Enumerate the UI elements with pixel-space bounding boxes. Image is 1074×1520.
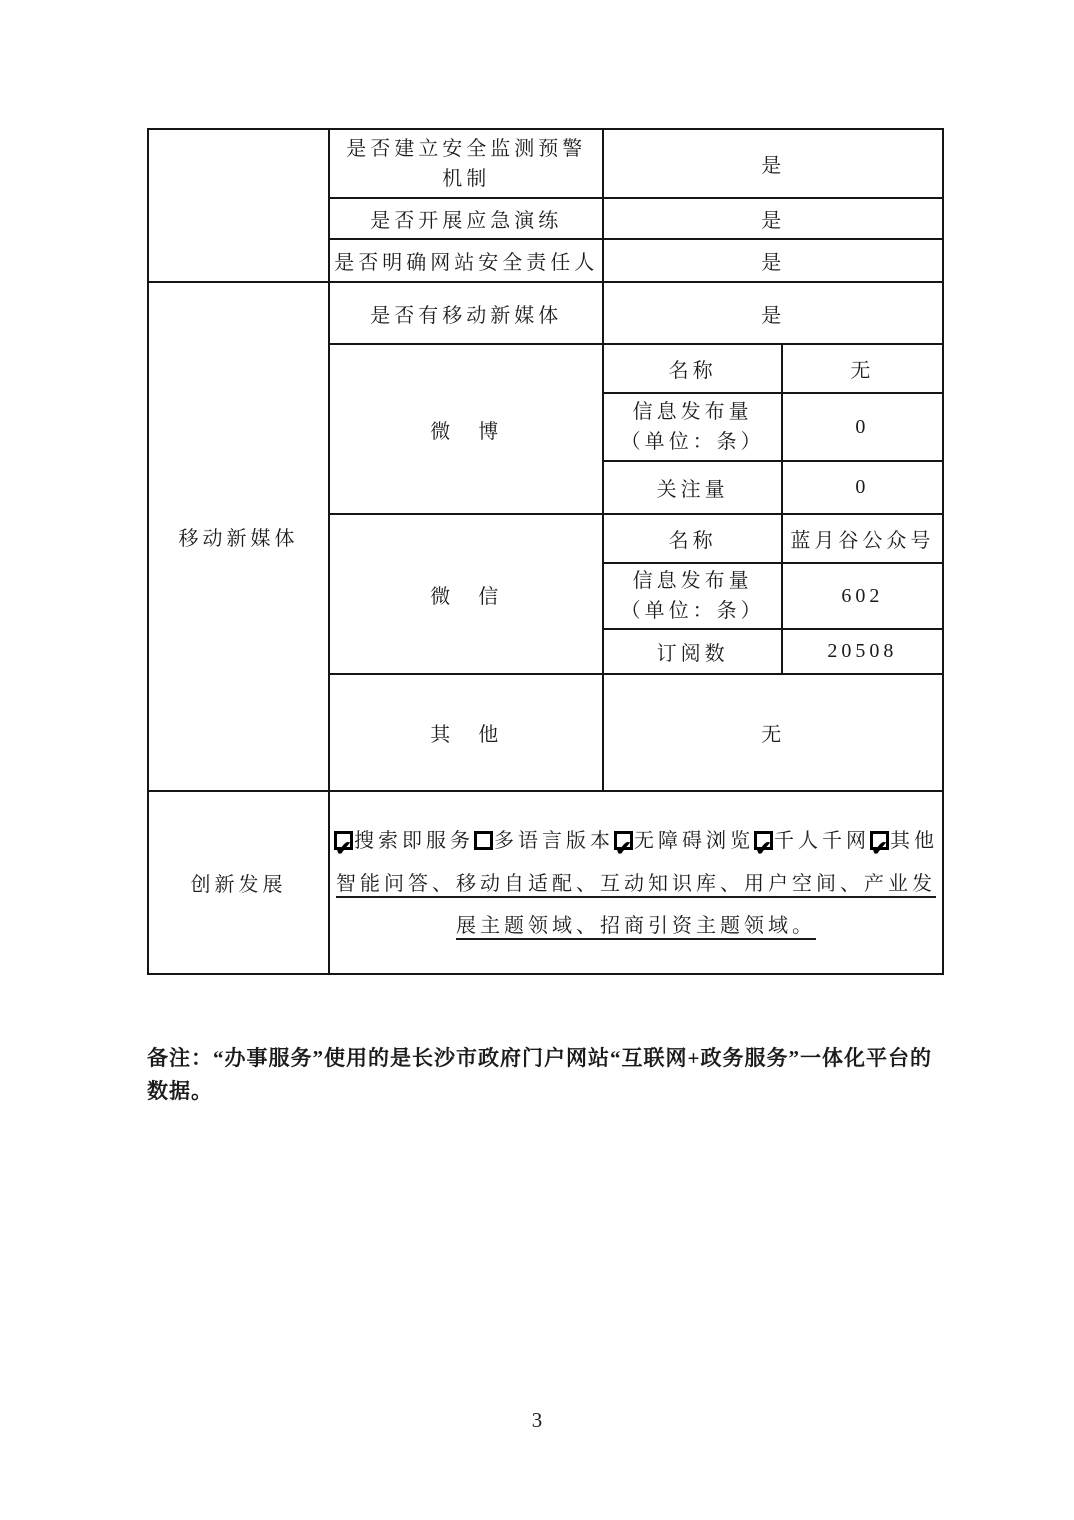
wechat-posts-label-line1: 信息发布量: [632, 570, 753, 592]
checkbox-checked-icon: [614, 831, 633, 850]
innovation-option: [754, 830, 870, 852]
checkbox-unchecked-icon: [474, 831, 493, 850]
wechat-posts-label-cell: [603, 563, 781, 629]
weibo-label-cell: 微 博: [329, 344, 603, 514]
weibo-posts-value-cell: 0: [782, 393, 943, 461]
security-value-cell: 是: [603, 198, 943, 239]
wechat-subscribers-value-cell: 20508: [782, 629, 943, 674]
website-report-table: [147, 128, 944, 975]
innovation-other-detail: 智能问答、移动自适配、互动知识库、用户空间、产业发展主题领域、招商引资主题领域。: [336, 872, 936, 937]
security-value-cell: 是: [603, 129, 943, 198]
option-label: 千人千网: [774, 829, 870, 852]
weibo-posts-label-cell: [603, 393, 781, 461]
option-label: 无障碍浏览: [634, 829, 754, 852]
security-value-cell: 是: [603, 239, 943, 282]
wechat-label-cell: 微 信: [329, 514, 603, 674]
security-label-cell: 是否开展应急演练: [329, 198, 603, 239]
wechat-posts-value-cell: 602: [782, 563, 943, 629]
weibo-posts-label-line1: 信息发布量: [632, 401, 753, 423]
other-media-value-cell: 无: [603, 674, 943, 791]
weibo-name-value-cell: 无: [782, 344, 943, 393]
wechat-name-value-cell: 蓝月谷公众号: [782, 514, 943, 563]
table-row: [148, 129, 943, 198]
page-number: 3: [531, 1408, 543, 1432]
weibo-followers-value-cell: 0: [782, 461, 943, 514]
security-section-cell-empty: [148, 129, 329, 282]
innovation-option: [474, 830, 614, 852]
mobile-media-section-cell: 移动新媒体: [148, 282, 329, 791]
innovation-content-cell: [329, 791, 943, 974]
table-row: [148, 282, 943, 344]
option-label: 多语言版本: [494, 829, 614, 852]
footnote: 备注：“办事服务”使用的是长沙市政府门户网站“互联网+政务服务”一体化平台的数据。: [147, 1046, 932, 1103]
option-label: 搜索即服务: [354, 829, 474, 852]
wechat-posts-label-line2: （单位：条）: [620, 600, 765, 622]
checkbox-checked-icon: [754, 831, 773, 850]
innovation-section-cell: 创新发展: [148, 791, 329, 974]
innovation-option: [870, 830, 938, 852]
checkbox-checked-icon: [334, 831, 353, 850]
innovation-option: [614, 830, 754, 852]
security-label-line1: 是否建立安全监测预警: [346, 137, 587, 160]
security-label-line2: 机制: [442, 167, 491, 190]
weibo-followers-label-cell: 关注量: [603, 461, 781, 514]
security-label-cell: [329, 129, 603, 198]
option-label: 其他: [890, 829, 938, 852]
has-mobile-media-value-cell: 是: [603, 282, 943, 344]
checkbox-checked-icon: [870, 831, 889, 850]
innovation-option: [334, 830, 474, 852]
table-row: [148, 791, 943, 974]
wechat-name-label-cell: 名称: [603, 514, 781, 563]
has-mobile-media-label-cell: 是否有移动新媒体: [329, 282, 603, 344]
weibo-posts-label-line2: （单位：条）: [620, 431, 765, 453]
wechat-subscribers-label-cell: 订阅数: [603, 629, 781, 674]
innovation-options-line: [334, 819, 938, 863]
security-label-cell: 是否明确网站安全责任人: [329, 239, 603, 282]
weibo-name-label-cell: 名称: [603, 344, 781, 393]
other-media-label-cell: 其 他: [329, 674, 603, 791]
